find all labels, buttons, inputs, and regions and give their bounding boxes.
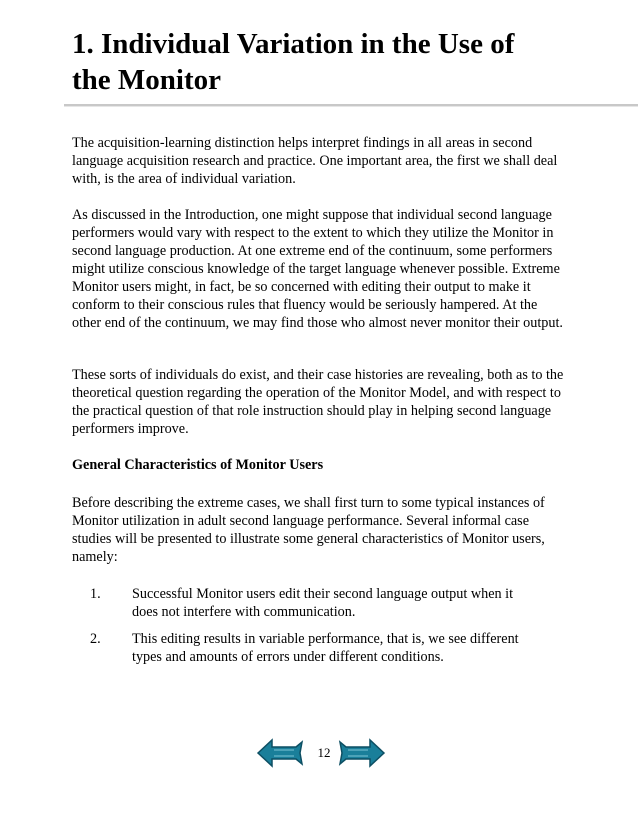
paragraph-2: As discussed in the Introduction, one might suppose that individual second language performers would vary with respect to the extent to which they utilize the Monitor in second language production. At one extreme end of the continuum, some performers might utilize conscious knowledge of the target language whenever possible. Extreme Monitor users might, in fact, be so concerned with editing their output to make it conform to their conscious rules that fluency would be seriously hampered. At the other end of the continuum, we may find those who almost never monitor their output. <box>72 207 563 331</box>
section-heading: General Characteristics of Monitor Users <box>72 457 324 473</box>
right-arrow-icon[interactable] <box>338 736 386 770</box>
title-divider <box>64 104 638 107</box>
list-item-number: 1. <box>90 586 101 602</box>
paragraph-3: These sorts of individuals do exist, and their case histories are revealing, both as to the theoretical question regarding the operation of the Monitor Model, and with respect to the practical question of that role instruction should play in helping second language performers improve. <box>72 367 564 437</box>
page-number: 12 <box>317 745 331 760</box>
page-footer <box>256 736 386 770</box>
list-item-number: 2. <box>90 631 101 647</box>
list-item-text: Successful Monitor users edit their second language output when it does not interfere with communication. <box>132 586 514 620</box>
left-arrow-icon[interactable] <box>256 736 304 770</box>
paragraph-1: The acquisition-learning distinction helps interpret findings in all areas in second language acquisition research and practice. One important area, the first we shall deal with, is the area of individual variation. <box>72 135 558 187</box>
list-item-text: This editing results in variable performance, that is, we see different types and amounts of errors under different conditions. <box>132 631 519 665</box>
page-title: 1. Individual Variation in the Use of the Monitor <box>72 28 515 96</box>
section-paragraph: Before describing the extreme cases, we shall first turn to some typical instances of Monitor utilization in adult second language performance. Several informal case studies will be presented to illustrate some general characteristics of Monitor users, namely: <box>72 495 545 565</box>
